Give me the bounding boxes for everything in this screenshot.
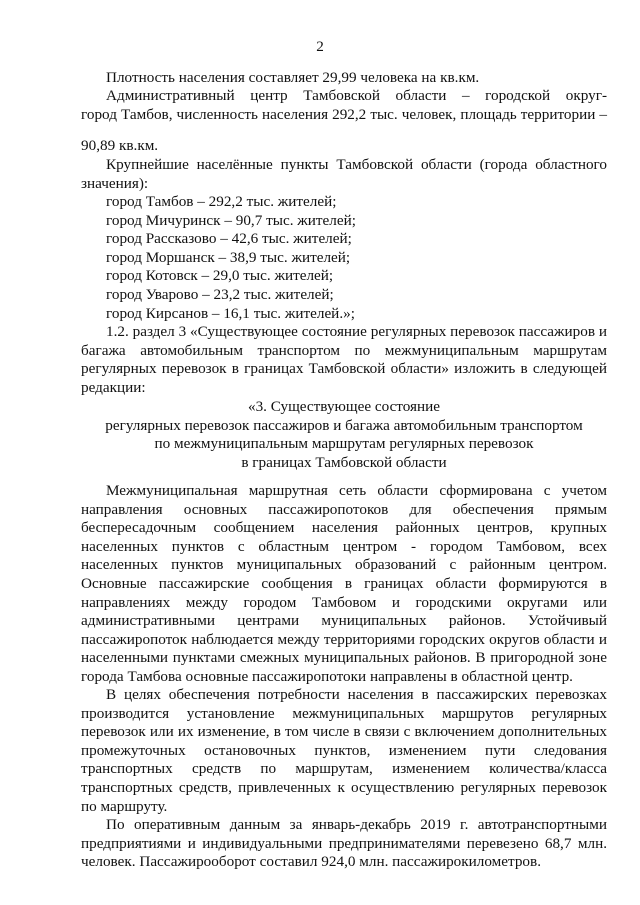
admin-center-line-2: город Тамбов, численность населения 292,2 тыс. человек, площадь территории – <box>81 106 607 123</box>
list-item: город Тамбов – 292,2 тыс. жителей; <box>106 193 337 210</box>
list-item: город Котовск – 29,0 тыс. жителей; <box>106 267 334 285</box>
amendment-paragraph: 1.2. раздел 3 «Существующее состояние регулярных перевозок пассажиров и багажа автомобильным транспортом по межмуниципальным маршрутам регулярных перевозок в границах Тамбовской области» изложить в следующей редакции: <box>81 323 607 396</box>
list-item: город Уварово – 23,2 тыс. жителей; <box>106 285 334 303</box>
body-paragraph-3: По оперативным данным за январь-декабрь 2019 г. автотранспортными предприятиями и индивидуальными предпринимателями перевезено 68,7 млн. человек. Пассажирооборот составил 924,0 млн. пассажирокилометров. <box>81 816 607 871</box>
body-paragraph-2: В целях обеспечения потребности населения в пассажирских перевозках производится установление межмуниципальных маршрутов регулярных перевозок или их изменение, в том числе в связи с включением дополнительных промежуточных остановочных пунктов, изменением пути следования транспортных средств по маршрутам, изменением количества/класса транспортных средств, привлеченных к осуществлению регулярных перевозок по маршруту. <box>81 686 607 815</box>
heading-line: регулярных перевозок пассажиров и багажа автомобильным транспортом <box>105 416 583 434</box>
page-number: 2 <box>316 38 324 55</box>
heading-line: в границах Тамбовской области <box>241 453 447 471</box>
area-line: 90,89 кв.км. <box>81 137 159 154</box>
body-paragraph-1: Межмуниципальная маршрутная сеть области сформирована с учетом направления основных пассажиропотоков для обеспечения прямым беспересадочным сообщением населения районных центров, крупных населенных пунктов с областным центром - городом Тамбовом, всех населенных пунктов муниципальных образований с районным центром. Основные пассажирские сообщения в границах области формируются в направлениях между городом Тамбовом и городскими округами или административными центрами муниципальных районов. Устойчивый пассажиропоток наблюдается между территориями городских округов области и населенными пунктами смежных муниципальных районов. В пригородной зоне города Тамбова основные пассажиропотоки направлены в областной центр. <box>81 482 607 685</box>
list-item: город Мичуринск – 90,7 тыс. жителей; <box>106 211 356 229</box>
city-list <box>106 193 356 323</box>
list-item: город Рассказово – 42,6 тыс. жителей; <box>106 230 352 248</box>
heading-line: «3. Существующее состояние <box>247 398 441 415</box>
list-item: город Кирсанов – 16,1 тыс. жителей.»; <box>106 304 355 322</box>
heading-line: по межмуниципальным маршрутам регулярных перевозок <box>154 435 534 453</box>
density-paragraph: Плотность населения составляет 29,99 человека на кв.км. <box>106 69 480 86</box>
largest-cities-intro: Крупнейшие населённые пункты Тамбовской области (города областного значения): <box>81 156 607 192</box>
list-item: город Моршанск – 38,9 тыс. жителей; <box>106 248 351 266</box>
admin-center-line-1: Административный центр Тамбовской области – городской округ- <box>106 87 607 104</box>
section-heading <box>81 398 607 472</box>
